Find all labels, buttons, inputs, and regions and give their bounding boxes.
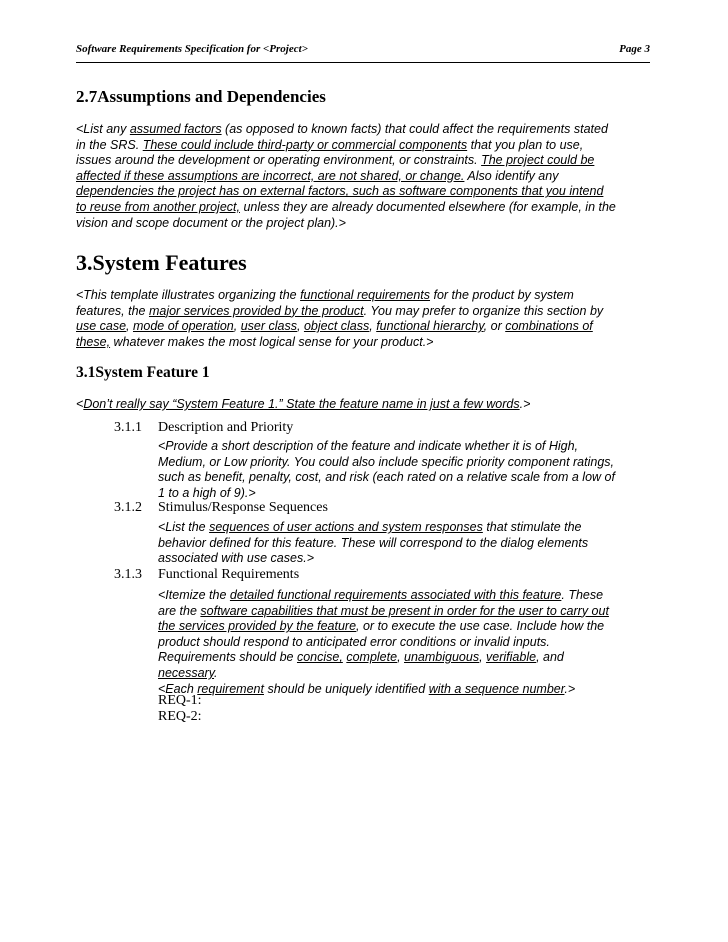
- text-run: . These: [561, 588, 604, 602]
- underlined-text: software capabilities that must be present in order for the user to carry out: [200, 603, 609, 618]
- text-line: [158, 650, 609, 666]
- text-line: [76, 153, 616, 169]
- text-line: [158, 439, 615, 455]
- text-run: . You may prefer to organize this section by: [363, 303, 604, 318]
- underlined-text: verifiable: [486, 650, 537, 665]
- header-rule: [76, 62, 650, 63]
- underlined-text: The project could be: [481, 153, 595, 168]
- text-run: 1 to a high of 9).>: [158, 485, 256, 500]
- section-3-1-heading: 3.1System Feature 1: [76, 364, 210, 381]
- text-run: ,: [397, 650, 405, 665]
- underlined-text: requirement: [197, 681, 264, 696]
- text-line: [158, 619, 609, 635]
- requirement-2-label: REQ-2:: [158, 709, 202, 724]
- text-run: whatever makes the most logical sense for your product.>: [110, 334, 434, 349]
- text-run: that stimulate the: [482, 520, 582, 534]
- section-2-7-body: [76, 122, 616, 231]
- text-run: ,: [233, 319, 241, 334]
- underlined-text: functional requirements: [300, 288, 431, 302]
- text-line: [76, 397, 530, 413]
- text-run: ,: [296, 319, 304, 334]
- subsection-3-1-2-number: 3.1.2: [114, 500, 142, 515]
- underlined-text: user class: [240, 319, 297, 334]
- text-line: [158, 551, 588, 567]
- section-3-body: [76, 288, 603, 350]
- underlined-text: complete: [346, 650, 398, 665]
- section-3-heading: 3.System Features: [76, 250, 247, 275]
- running-header-title: Software Requirements Specification for <Project>: [76, 43, 308, 55]
- text-run: Medium, or Low priority. You could also include specific priority component ratings,: [158, 454, 615, 469]
- underlined-text: detailed functional requirements associated with this feature: [229, 588, 562, 602]
- requirement-1-label: REQ-1:: [158, 693, 202, 708]
- underlined-text: necessary: [158, 665, 215, 680]
- text-line: [158, 470, 615, 486]
- text-line: [158, 682, 609, 698]
- text-line: [76, 304, 603, 320]
- subsection-3-1-3-number: 3.1.3: [114, 567, 142, 582]
- underlined-text: major services provided by the product: [148, 303, 364, 318]
- text-run: .: [214, 665, 218, 680]
- text-line: [76, 288, 603, 304]
- text-run: <Each: [158, 681, 198, 696]
- subsection-3-1-2-title: Stimulus/Response Sequences: [158, 500, 328, 515]
- text-line: [76, 200, 616, 216]
- text-run: <: [76, 397, 84, 411]
- text-line: [158, 520, 588, 536]
- underlined-text: combinations of: [505, 319, 593, 334]
- text-line: [76, 319, 603, 335]
- text-run: unless they are already documented elsewhere (for example, in the: [239, 199, 616, 214]
- text-line: [158, 666, 609, 682]
- text-line: [76, 216, 616, 232]
- text-run: issues around the development or operating environment, or constraints.: [76, 153, 482, 168]
- underlined-text: sequences of user actions and system responses: [209, 520, 483, 534]
- text-run: , and: [536, 650, 564, 665]
- page-number: Page 3: [619, 43, 650, 55]
- subsection-3-1-3-title: Functional Requirements: [158, 567, 300, 582]
- text-line: [158, 536, 588, 552]
- text-run: Also identify any: [464, 168, 559, 183]
- underlined-text: dependencies the project has on external factors, such as software components that you intend: [76, 184, 604, 199]
- underlined-text: Don’t really say “System Feature 1.” State the feature name in just a few words: [83, 397, 520, 411]
- underlined-text: object class: [303, 319, 370, 334]
- section-2-7-heading: 2.7Assumptions and Dependencies: [76, 87, 326, 106]
- text-run: <List any: [76, 122, 130, 136]
- underlined-text: to reuse from another project,: [76, 199, 240, 214]
- underlined-text: the services provided by the feature: [158, 619, 357, 634]
- text-run: ,: [126, 319, 133, 334]
- text-run: such as benefit, penalty, cost, and risk (each rated on a relative scale from a low of: [158, 470, 615, 485]
- underlined-text: concise,: [296, 650, 343, 665]
- text-run: .>: [519, 397, 531, 411]
- text-run: features, the: [76, 303, 149, 318]
- text-run: <Itemize the: [158, 588, 230, 602]
- text-line: [76, 138, 616, 154]
- underlined-text: these,: [76, 334, 111, 349]
- text-run: that you plan to use,: [467, 137, 584, 152]
- underlined-text: use case: [76, 319, 127, 334]
- underlined-text: assumed factors: [129, 122, 222, 136]
- text-line: [158, 455, 615, 471]
- text-run: for the product by system: [430, 288, 574, 302]
- text-run: associated with use cases.>: [158, 551, 314, 566]
- text-run: Requirements should be: [158, 650, 297, 665]
- text-run: product should respond to anticipated error conditions or invalid inputs.: [158, 634, 550, 649]
- underlined-text: functional hierarchy: [376, 319, 484, 334]
- underlined-text: affected if these assumptions are incorrect, are not shared, or change.: [76, 168, 465, 183]
- subsection-3-1-1-body: [158, 439, 615, 501]
- text-run: <Provide a short description of the feature and indicate whether it is of High,: [158, 439, 579, 453]
- text-run: , or to execute the use case. Include how the: [356, 619, 605, 634]
- text-line: [158, 635, 609, 651]
- text-line: [76, 335, 603, 351]
- text-line: [76, 184, 616, 200]
- text-run: ,: [369, 319, 377, 334]
- text-run: behavior defined for this feature. These will correspond to the dialog elements: [158, 535, 589, 550]
- text-run: (as opposed to known facts) that could affect the requirements stated: [221, 122, 608, 136]
- underlined-text: with a sequence number: [428, 681, 565, 696]
- subsection-3-1-2-body: [158, 520, 588, 567]
- text-run: <This template illustrates organizing the: [76, 288, 301, 302]
- text-run: should be uniquely identified: [263, 681, 429, 696]
- subsection-3-1-3-body: [158, 588, 609, 697]
- underlined-text: mode of operation: [132, 319, 234, 334]
- text-line: [158, 588, 609, 604]
- text-run: ,: [479, 650, 487, 665]
- underlined-text: These could include third-party or commercial components: [142, 137, 468, 152]
- underlined-text: unambiguous: [404, 650, 480, 665]
- text-run: , or: [483, 319, 506, 334]
- text-run: vision and scope document or the project plan).>: [76, 215, 346, 230]
- section-3-1-body: [76, 397, 530, 413]
- text-run: .>: [564, 681, 576, 696]
- text-line: [76, 122, 616, 138]
- text-line: [158, 604, 609, 620]
- subsection-3-1-1-title: Description and Priority: [158, 420, 294, 435]
- text-run: are the: [158, 603, 201, 618]
- text-line: [76, 169, 616, 185]
- subsection-3-1-1-number: 3.1.1: [114, 420, 142, 435]
- text-run: <List the: [158, 520, 210, 534]
- text-run: in the SRS.: [76, 137, 143, 152]
